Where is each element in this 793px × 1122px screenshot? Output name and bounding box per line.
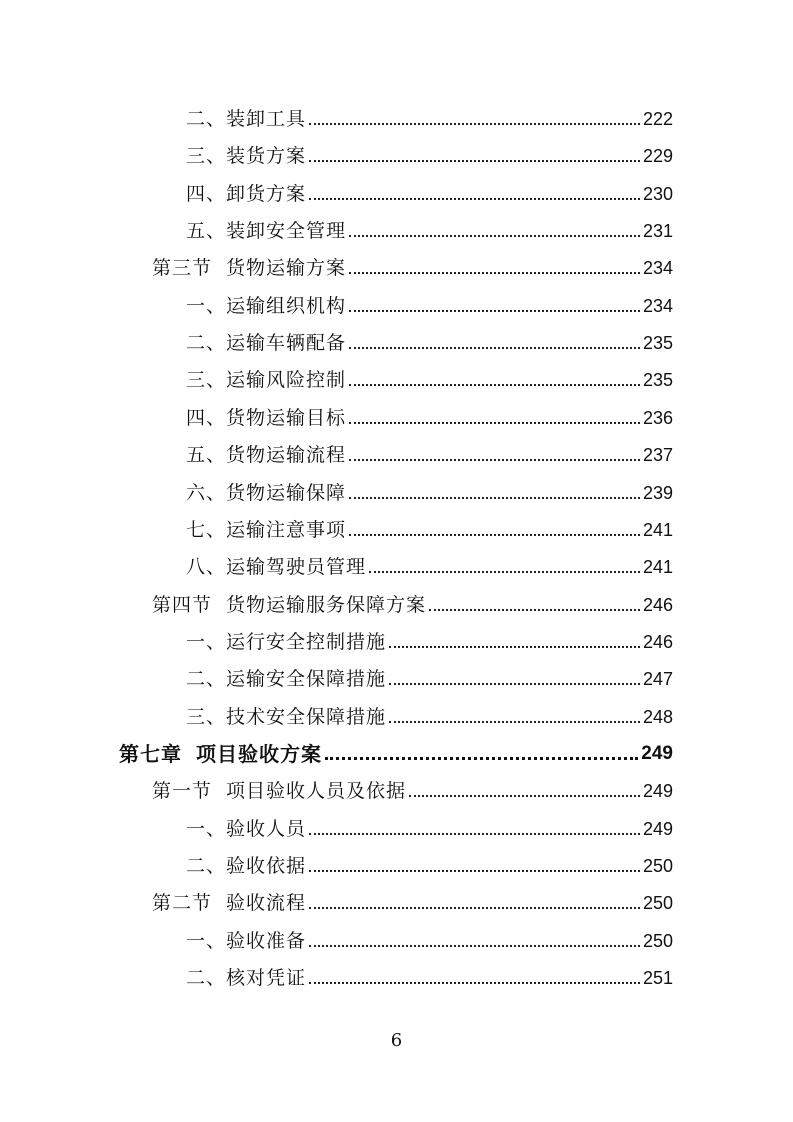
- toc-entry-title: 一、验收准备: [186, 929, 307, 952]
- toc-entry-number: 第七章: [119, 741, 182, 766]
- toc-entry-page: 234: [642, 258, 673, 279]
- toc-entry-label: [186, 180, 306, 208]
- toc-dot-leader: [369, 571, 640, 573]
- toc-entry-label: [186, 217, 346, 245]
- toc-entry-page: 230: [642, 183, 673, 204]
- toc-entry-item[interactable]: [186, 703, 673, 731]
- toc-entry-section[interactable]: [152, 254, 673, 282]
- toc-dot-leader: [309, 982, 640, 984]
- toc-entry-page: 248: [642, 706, 673, 727]
- toc-entry-item[interactable]: [186, 329, 673, 357]
- toc-entry-item[interactable]: [186, 292, 673, 320]
- toc-dot-leader: [409, 795, 640, 797]
- toc-dot-leader: [309, 833, 640, 835]
- toc-entry-item[interactable]: [186, 441, 673, 469]
- toc-entry-number: 第三节: [152, 257, 213, 280]
- toc-entry-title: 四、卸货方案: [186, 182, 307, 205]
- toc-dot-leader: [389, 646, 640, 648]
- toc-entry-label: [152, 591, 426, 619]
- toc-entry-label: [186, 516, 346, 544]
- toc-entry-page: 235: [642, 370, 673, 391]
- toc-entry-section[interactable]: [152, 889, 673, 917]
- toc-entry-item[interactable]: [186, 815, 673, 843]
- toc-entry-item[interactable]: [186, 553, 673, 581]
- toc-entry-section[interactable]: [152, 591, 673, 619]
- toc-entry-title: 八、运输驾驶员管理: [186, 556, 367, 579]
- toc-dot-leader: [349, 459, 640, 461]
- toc-entry-title: 一、验收人员: [186, 817, 307, 840]
- toc-entry-label: [186, 703, 386, 731]
- toc-dot-leader: [349, 384, 640, 386]
- toc-entry-page: 229: [642, 146, 673, 167]
- toc-entry-section[interactable]: [152, 777, 673, 805]
- toc-entry-label: [152, 777, 406, 805]
- toc-entry-page: 234: [642, 295, 673, 316]
- toc-entry-title: 三、运输风险控制: [186, 369, 347, 392]
- toc-entry-item[interactable]: [186, 105, 673, 133]
- toc-entry-number: 第四节: [152, 593, 213, 616]
- toc-entry-title: 五、货物运输流程: [186, 444, 347, 467]
- toc-entry-label: [119, 740, 322, 768]
- toc-entry-page: 250: [642, 893, 673, 914]
- toc-entry-label: [186, 366, 346, 394]
- toc-entry-title: 二、验收依据: [186, 855, 307, 877]
- toc-entry-page: 246: [642, 631, 673, 652]
- toc-dot-leader: [349, 272, 640, 274]
- toc-entry-title: 二、运输车辆配备: [186, 332, 347, 355]
- toc-entry-page: 250: [642, 856, 673, 876]
- toc-entry-chapter[interactable]: [119, 740, 673, 768]
- toc-entry-number: 第二节: [152, 892, 213, 915]
- toc-dot-leader: [349, 497, 640, 499]
- toc-entry-title: 货物运输方案: [226, 257, 347, 280]
- toc-entry-label: [186, 329, 346, 357]
- toc-dot-leader: [429, 609, 640, 611]
- toc-entry-title: 二、装卸工具: [186, 108, 307, 130]
- toc-dot-leader: [309, 123, 640, 125]
- toc-entry-title: 项目验收人员及依据: [226, 780, 407, 803]
- toc-dot-leader: [309, 870, 640, 872]
- toc-entry-item[interactable]: [186, 479, 673, 507]
- toc-dot-leader: [309, 198, 640, 200]
- toc-entry-page: 237: [642, 445, 673, 466]
- toc-dot-leader: [349, 235, 640, 237]
- toc-entry-title: 二、核对凭证: [186, 967, 307, 990]
- toc-entry-item[interactable]: [186, 217, 673, 245]
- toc-dot-leader: [309, 160, 640, 162]
- toc-entry-title: 项目验收方案: [196, 741, 322, 766]
- toc-entry-label: [186, 105, 306, 133]
- toc-entry-label: [186, 815, 306, 843]
- toc-entry-page: 239: [642, 482, 673, 503]
- toc-entry-page: 235: [642, 333, 673, 354]
- toc-entry-item[interactable]: [186, 964, 673, 992]
- toc-entry-title: 二、运输安全保障措施: [186, 668, 387, 691]
- toc-entry-title: 货物运输服务保障方案: [226, 593, 427, 616]
- toc-entry-page: 222: [642, 109, 673, 129]
- toc-entry-item[interactable]: [186, 852, 673, 880]
- toc-entry-label: [186, 628, 386, 656]
- toc-entry-label: [186, 553, 366, 581]
- toc-entry-page: 241: [642, 557, 673, 578]
- toc-entry-item[interactable]: [186, 927, 673, 955]
- toc-entry-label: [186, 479, 346, 507]
- toc-dot-leader: [349, 422, 640, 424]
- toc-entry-title: 一、运输组织机构: [186, 294, 347, 317]
- toc-dot-leader: [309, 907, 640, 909]
- toc-entry-label: [186, 441, 346, 469]
- toc-entry-page: 251: [642, 968, 673, 989]
- toc-entry-title: 三、技术安全保障措施: [186, 705, 387, 728]
- page-number: 6: [390, 1030, 403, 1051]
- toc-dot-leader: [389, 721, 640, 723]
- toc-entry-item[interactable]: [186, 366, 673, 394]
- toc-entry-page: 249: [642, 781, 673, 802]
- toc-entry-page: 241: [642, 519, 673, 540]
- toc-entry-item[interactable]: [186, 628, 673, 656]
- toc-entry-number: 第一节: [152, 780, 213, 803]
- toc-entry-item[interactable]: [186, 516, 673, 544]
- toc-entry-title: 一、运行安全控制措施: [186, 630, 387, 653]
- toc-dot-leader: [389, 683, 640, 685]
- toc-entry-label: [186, 927, 306, 955]
- toc-entry-page: 250: [642, 930, 673, 951]
- toc-entry-title: 七、运输注意事项: [186, 518, 347, 541]
- toc-entry-label: [186, 404, 346, 432]
- toc-entry-item[interactable]: [186, 142, 673, 170]
- toc-entry-page: 231: [642, 221, 673, 242]
- toc-dot-leader: [349, 347, 640, 349]
- toc-entry-label: [186, 292, 346, 320]
- toc-entry-item[interactable]: [186, 404, 673, 432]
- toc-entry-item[interactable]: [186, 665, 673, 693]
- toc-entry-title: 验收流程: [226, 892, 307, 915]
- toc-entry-title: 四、货物运输目标: [186, 406, 347, 429]
- toc-entry-page: 249: [641, 742, 673, 764]
- toc-entry-page: 247: [642, 669, 673, 690]
- toc-entry-item[interactable]: [186, 180, 673, 208]
- toc-entry-label: [186, 964, 306, 992]
- toc-entry-label: [152, 889, 306, 917]
- toc-entry-title: 五、装卸安全管理: [186, 220, 347, 243]
- toc-entry-title: 三、装货方案: [186, 145, 307, 168]
- toc-dot-leader: [309, 945, 640, 947]
- toc-entry-label: [152, 254, 346, 282]
- toc-entry-label: [186, 852, 306, 880]
- toc-entry-label: [186, 142, 306, 170]
- toc-entry-title: 六、货物运输保障: [186, 481, 347, 504]
- toc-entry-page: 249: [642, 818, 673, 839]
- toc-entry-label: [186, 665, 386, 693]
- toc-entry-page: 236: [642, 407, 673, 428]
- toc-dot-leader: [349, 534, 640, 536]
- toc-dot-leader: [325, 757, 638, 760]
- toc-dot-leader: [349, 310, 640, 312]
- toc-entry-page: 246: [642, 594, 673, 615]
